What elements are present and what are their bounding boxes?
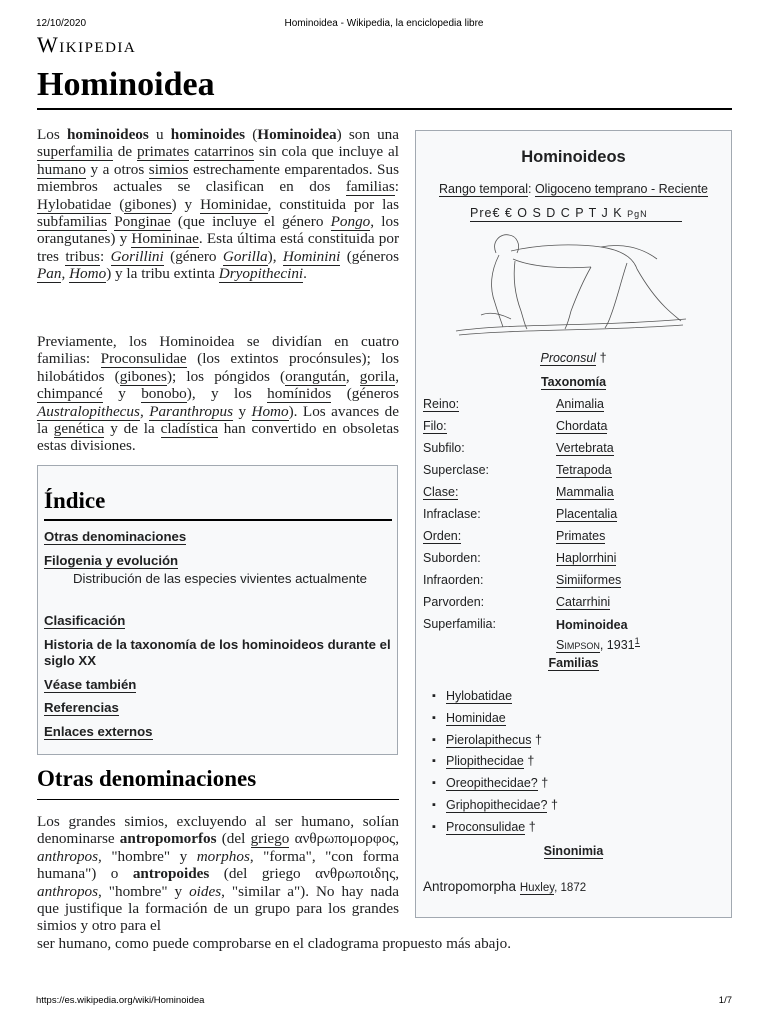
reference-1[interactable]: 1 (634, 636, 640, 646)
toc-title: Índice (44, 488, 106, 513)
link-hominini[interactable]: Hominini (282, 247, 341, 265)
list-item[interactable]: ▪ Proconsulidae † (432, 820, 558, 842)
link-catarrinos[interactable]: catarrinos (194, 143, 255, 161)
print-page-number: 1/7 (718, 995, 732, 1006)
link-pan[interactable]: Pan (37, 265, 62, 283)
print-page-title: Hominoidea - Wikipedia, la enciclopedia libre (284, 18, 484, 29)
taxon-placentalia[interactable]: Placentalia (556, 507, 618, 521)
link-australopithecus[interactable]: Australopithecus (37, 402, 140, 420)
link-paranthropus[interactable]: Paranthropus (149, 402, 234, 420)
intro-paragraph-2: Previamente, los Hominoidea se dividían en cuatro familias: Proconsulidae (los extintos procónsules); los hilobátidos (gibones); los póngidos (orangután, gorila, chimpancé y bonobo), y los homínidos (géneros Australopithecus, Paranthropus y Homo). Los avances de la genética y de la cladística han convertido en obsoletas estas divisiones. (37, 333, 400, 455)
rank-clase[interactable]: Clase: (423, 485, 459, 499)
print-date: 12/10/2020 (36, 18, 87, 29)
rank-superclase: Superclase: (423, 463, 490, 477)
rank-infraclase: Infraclase: (423, 507, 481, 521)
list-item[interactable]: ▪ Pliopithecidae † (432, 754, 558, 776)
toc-item-enlaces-externos[interactable]: Enlaces externos (44, 724, 153, 739)
link-simpson[interactable]: Simpson (556, 638, 600, 653)
link-familias[interactable]: familias (345, 178, 395, 196)
link-genetica[interactable]: genética (53, 420, 105, 438)
rank-orden[interactable]: Orden: (423, 529, 462, 543)
toc-divider (44, 519, 392, 521)
synonymy-heading[interactable]: Sinonimia (543, 844, 604, 858)
temporal-range: Rango temporal: Oligoceno temprano - Reciente (439, 182, 708, 196)
wikipedia-logo[interactable]: Wikipedia (37, 32, 137, 57)
list-item[interactable]: ▪ Hominidae (432, 711, 558, 733)
link-hominidos[interactable]: homínidos (267, 385, 332, 403)
rank-reino[interactable]: Reino: (423, 397, 460, 411)
title-divider (37, 108, 732, 110)
families-heading[interactable]: Familias (548, 656, 599, 670)
link-homo[interactable]: Homo (69, 265, 107, 283)
link-homo-2[interactable]: Homo (251, 402, 289, 420)
rank-suborden: Suborden: (423, 551, 481, 565)
link-chimpance[interactable]: chimpancé (37, 385, 103, 403)
rank-parvorden: Parvorden: (423, 595, 485, 609)
link-subfamilias[interactable]: subfamilias (37, 213, 108, 231)
link-ponginae[interactable]: Ponginae (114, 213, 171, 231)
link-tribus[interactable]: tribus (65, 247, 100, 265)
toc-item-clasificacion[interactable]: Clasificación (44, 613, 126, 628)
geologic-timescale[interactable]: Pre€ € O S D C P T J K PgN (470, 206, 682, 222)
link-rango-temporal[interactable]: Rango temporal (439, 182, 528, 196)
list-item[interactable]: ▪ Pierolapithecus † (432, 733, 558, 755)
rank-filo[interactable]: Filo: (423, 419, 447, 433)
taxon-primates[interactable]: Primates (556, 529, 606, 543)
link-proconsul[interactable]: Proconsul (540, 351, 597, 365)
taxonomy-heading[interactable]: Taxonomía (540, 375, 607, 389)
toc-item-otras-denominaciones[interactable]: Otras denominaciones (44, 529, 187, 544)
rank-superfamilia: Superfamilia: (423, 617, 496, 631)
link-pongo[interactable]: Pongo (330, 213, 371, 231)
taxon-chordata[interactable]: Chordata (556, 419, 608, 433)
link-homininae[interactable]: Homininae (131, 230, 199, 248)
link-dryopithecini[interactable]: Dryopithecini (218, 265, 304, 283)
link-proconsulidae[interactable]: Proconsulidae (100, 350, 187, 368)
link-superfamilia[interactable]: superfamilia (37, 143, 113, 161)
taxon-haplorrhini[interactable]: Haplorrhini (556, 551, 617, 565)
page-title: Hominoidea (37, 66, 215, 103)
taxon-tetrapoda[interactable]: Tetrapoda (556, 463, 612, 477)
print-url: https://es.wikipedia.org/wiki/Hominoidea (36, 995, 205, 1006)
list-item[interactable]: ▪ Griphopithecidae? † (432, 798, 558, 820)
section-paragraph-tail: ser humano, como puede comprobarse en el cladograma propuesto más abajo. (37, 935, 512, 952)
taxobox-title: Hominoideos (521, 148, 626, 166)
table-of-contents (37, 465, 398, 755)
toc-item-historia[interactable]: Historia de la taxonomía de los hominoideos durante el siglo XX (44, 637, 391, 668)
taxon-animalia[interactable]: Animalia (556, 397, 604, 411)
section-divider (37, 799, 399, 800)
synonym: Antropomorpha Huxley, 1872 (423, 879, 587, 894)
taxon-vertebrata[interactable]: Vertebrata (556, 441, 614, 455)
toc-item-filogenia[interactable]: Filogenia y evolución (44, 553, 179, 568)
proconsul-illustration[interactable] (451, 223, 691, 343)
image-caption: Proconsul † (540, 351, 607, 365)
intro-paragraph-1: Los hominoideos u hominoides (Hominoidea) son una superfamilia de primates catarrinos sin cola que incluye al humano y a otros simios estrechamente emparentados. Sus miembros actuales se clasifican en dos familias: Hylobatidae (gibones) y Hominidae, constituida por las subfamilias Ponginae (que incluye el género Pongo, los orangutanes) y Homininae. Esta última está constituida por tres tribus: Gorillini (género Gorilla), Hominini (géneros Pan, Homo) y la tribu extinta Dryopithecini. (37, 126, 400, 283)
link-orangutan[interactable]: orangután (285, 367, 346, 385)
toc-item-vease-tambien[interactable]: Véase también (44, 677, 137, 692)
section-paragraph: Los grandes simios, excluyendo al ser humano, solían denominarse antropomorfos (del griego ανθρωπομορφος, anthropos, "hombre" y morphos, "forma", "con forma humana") o antropoides (del griego ανθρωποιδης, anthropos, "hombre" y oides, "similar a"). No hay nada que justifique la formación de un grupo para los grandes simios y otro para el (37, 813, 399, 935)
link-griego[interactable]: griego (250, 830, 290, 848)
link-humano[interactable]: humano (37, 160, 86, 178)
link-cladistica[interactable]: cladística (160, 420, 218, 438)
link-huxley[interactable]: Huxley (519, 882, 555, 894)
toc-subitem-distribucion[interactable]: Distribución de las especies vivientes actualmente (73, 571, 367, 586)
link-simios[interactable]: simios (148, 160, 189, 178)
rank-subfilo: Subfilo: (423, 441, 465, 455)
link-gibones[interactable]: gibones (124, 195, 172, 213)
link-bonobo[interactable]: bonobo (141, 385, 187, 403)
list-item[interactable]: ▪ Hylobatidae (432, 689, 558, 711)
link-gorilla[interactable]: Gorilla (222, 247, 268, 265)
link-gibones-2[interactable]: gibones (119, 367, 167, 385)
toc-item-referencias[interactable]: Referencias (44, 700, 119, 715)
taxon-catarrhini[interactable]: Catarrhini (556, 595, 611, 609)
link-primates[interactable]: primates (137, 143, 190, 161)
families-list (432, 689, 558, 842)
taxon-mammalia[interactable]: Mammalia (556, 485, 614, 499)
taxon-hominoidea: Hominoidea Simpson, 1931$^1$ (556, 618, 640, 653)
link-gorila[interactable]: gorila (359, 367, 396, 385)
taxon-simiiformes[interactable]: Simiiformes (556, 573, 622, 587)
link-hylobatidae[interactable]: Hylobatidae (37, 195, 112, 213)
link-gorillini[interactable]: Gorillini (110, 247, 164, 265)
taxobox (415, 130, 732, 918)
section-heading: Otras denominaciones (37, 766, 257, 791)
rank-infraorden: Infraorden: (423, 573, 484, 587)
link-hominidae[interactable]: Hominidae (200, 195, 268, 213)
link-range-value[interactable]: Oligoceno temprano - Reciente (534, 182, 708, 196)
list-item[interactable]: ▪ Oreopithecidae? † (432, 776, 558, 798)
